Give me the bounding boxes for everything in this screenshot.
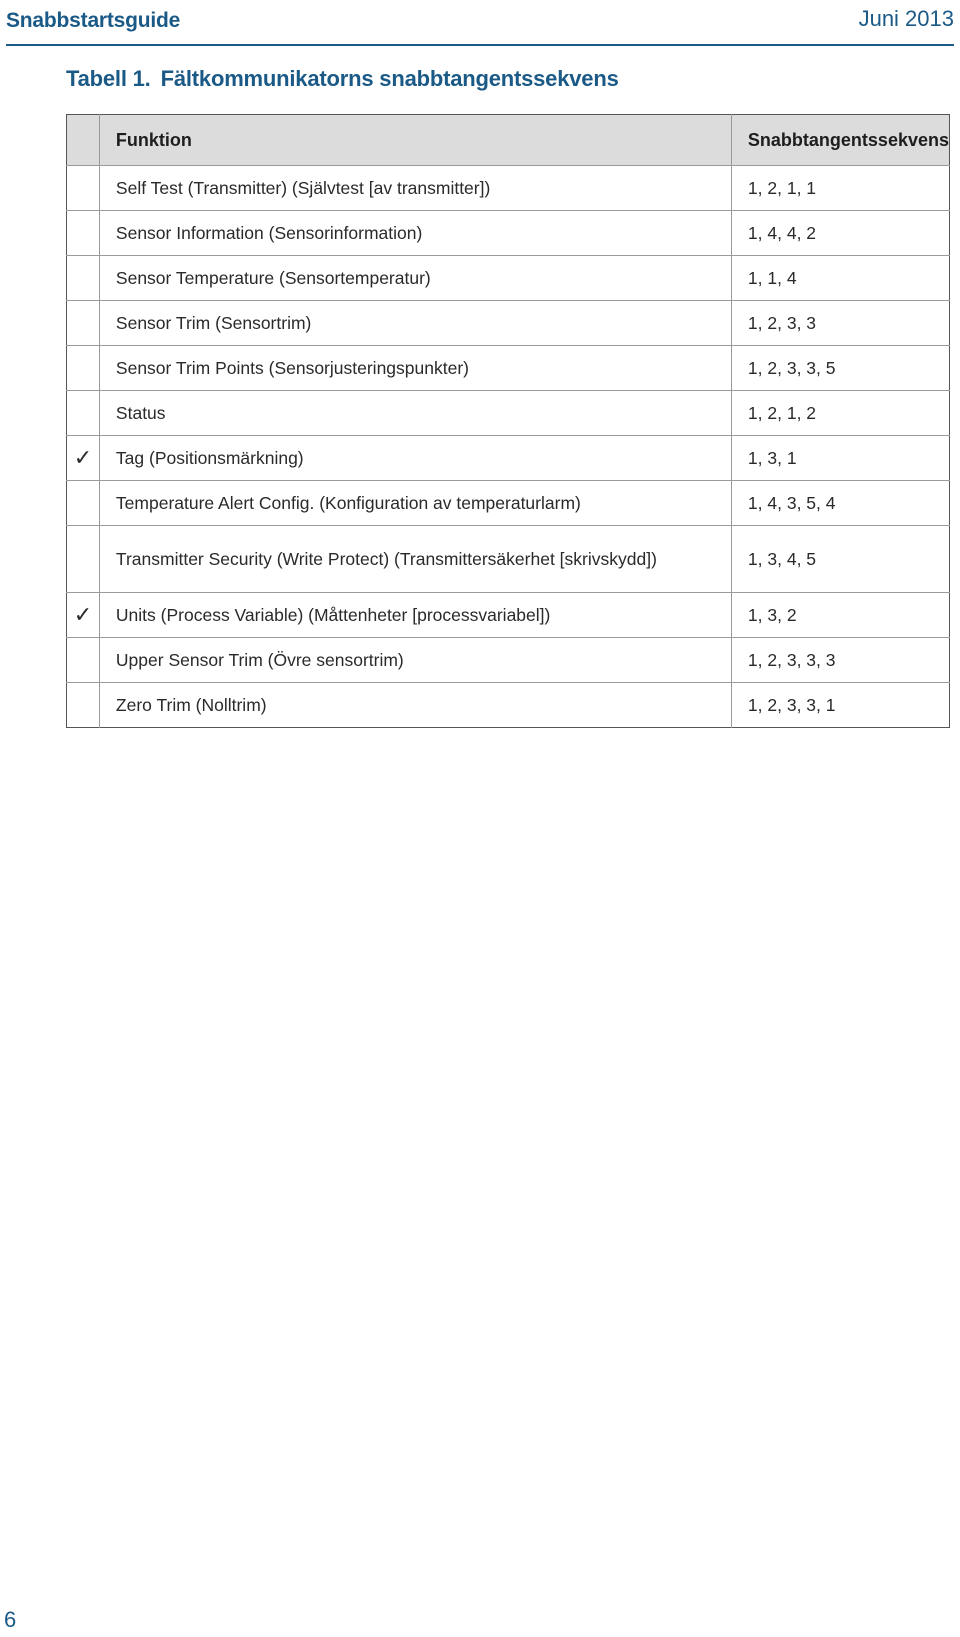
sequence-cell: 1, 2, 3, 3 (731, 301, 949, 346)
function-cell: Transmitter Security (Write Protect) (Transmittersäkerhet [skrivskydd]) (99, 526, 731, 593)
sequence-cell: 1, 2, 3, 3, 1 (731, 683, 949, 728)
function-cell: Sensor Temperature (Sensortemperatur) (99, 256, 731, 301)
table-row (67, 211, 950, 256)
check-mark-icon (67, 526, 100, 593)
table-row (67, 301, 950, 346)
check-mark-icon (67, 256, 100, 301)
function-cell: Temperature Alert Config. (Konfiguration av temperaturlarm) (99, 481, 731, 526)
function-cell: Self Test (Transmitter) (Självtest [av transmitter]) (99, 166, 731, 211)
sequence-cell: 1, 3, 1 (731, 436, 949, 481)
check-mark-icon (67, 638, 100, 683)
table-row (67, 481, 950, 526)
page-header (6, 0, 954, 46)
table-row (67, 166, 950, 211)
check-mark-icon: ✓ (67, 593, 100, 638)
sequence-cell: 1, 2, 1, 1 (731, 166, 949, 211)
table-row (67, 593, 950, 638)
page-number: 6 (4, 1607, 17, 1632)
sequence-cell: 1, 3, 4, 5 (731, 526, 949, 593)
check-mark-icon (67, 683, 100, 728)
function-cell: Zero Trim (Nolltrim) (99, 683, 731, 728)
table-header-row (67, 115, 950, 166)
check-mark-icon (67, 166, 100, 211)
sequence-cell: 1, 4, 4, 2 (731, 211, 949, 256)
function-cell: Upper Sensor Trim (Övre sensortrim) (99, 638, 731, 683)
column-header-function: Funktion (99, 115, 731, 166)
function-cell: Sensor Trim Points (Sensorjusteringspunkter) (99, 346, 731, 391)
sequence-cell: 1, 4, 3, 5, 4 (731, 481, 949, 526)
sequence-cell: 1, 2, 1, 2 (731, 391, 949, 436)
function-cell: Sensor Information (Sensorinformation) (99, 211, 731, 256)
table-row (67, 256, 950, 301)
sequence-cell: 1, 3, 2 (731, 593, 949, 638)
function-cell: Sensor Trim (Sensortrim) (99, 301, 731, 346)
table-caption (66, 66, 619, 92)
check-mark-icon: ✓ (67, 436, 100, 481)
function-cell: Status (99, 391, 731, 436)
table-row (67, 346, 950, 391)
sequence-cell: 1, 2, 3, 3, 3 (731, 638, 949, 683)
check-mark-icon (67, 346, 100, 391)
table-row (67, 436, 950, 481)
table-row (67, 526, 950, 593)
publication-date: Juni 2013 (858, 6, 954, 31)
sequence-cell: 1, 1, 4 (731, 256, 949, 301)
check-mark-icon (67, 481, 100, 526)
check-mark-icon (67, 211, 100, 256)
table-caption-text: Fältkommunikatorns snabbtangentssekvens (160, 66, 619, 91)
guide-title: Snabbstartsguide (6, 9, 181, 32)
check-mark-icon (67, 391, 100, 436)
function-cell: Units (Process Variable) (Måttenheter [processvariabel]) (99, 593, 731, 638)
fast-key-sequence-table (66, 114, 950, 728)
sequence-cell: 1, 2, 3, 3, 5 (731, 346, 949, 391)
function-cell: Tag (Positionsmärkning) (99, 436, 731, 481)
column-header-check (67, 115, 100, 166)
table-caption-number: Tabell 1. (66, 66, 151, 91)
column-header-sequence: Snabbtangentssekvens (731, 115, 949, 166)
table-row (67, 683, 950, 728)
check-mark-icon (67, 301, 100, 346)
table-row (67, 391, 950, 436)
table-row (67, 638, 950, 683)
